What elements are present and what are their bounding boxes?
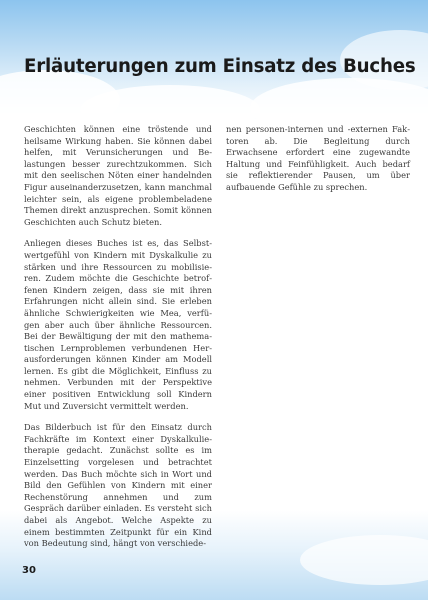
paragraph: Geschichten können eine tröstende und heilsame Wirkung haben. Sie können dabei helfen, mit Verunsicherungen und Belastungen besser zurechtzukommen. Sich mit den seelischen Nöten einer handelnden Figur auseinanderzusetzen, kann manchmal leichter sein, als eigene problembeladene Themen direkt anzusprechen. Somit können Geschichten auch Schutz bieten. [24, 124, 212, 227]
text-column-left [24, 124, 212, 560]
paragraph: nen personen-internen und -externen Faktoren ab. Die Begleitung durch Erwachsene erfordert eine zugewandte Haltung und Feinfühligkeit. Auch bedarf sie reflektierender Pausen, um über aufbauende Gefühle zu sprechen. [226, 124, 410, 192]
page-title: Erläuterungen zum Einsatz des Buches [24, 56, 416, 77]
paragraph: Anliegen dieses Buches ist es, das Selbstwertgefühl von Kindern mit Dyskalkulie zu stärken und ihre Ressourcen zu mobilisieren. Zudem möchte die Geschichte betroffenen Kindern zeigen, dass sie mit ihren Erfahrungen nicht allein sind. Sie erleben ähnliche Schwierigkeiten wie Mea, verfügen aber auch über ähnliche Ressourcen. Bei der Bewältigung der mit den mathematischen Lernproblemen verbundenen Herausforderungen können Kinder am Modell lernen. Es gibt die Möglichkeit, Einfluss zu nehmen. Verbunden mit der Perspektive einer positiven Entwicklung soll Kindern Mut und Zuversicht vermittelt werden. [24, 238, 212, 411]
cloud [300, 535, 428, 585]
paragraph: Das Bilderbuch ist für den Einsatz durch Fachkräfte im Kontext einer Dyskalkulietherapie gedacht. Zunächst sollte es im Einzelsetting vorgelesen und betrachtet werden. Das Buch möchte sich in Wort und Bild den Gefühlen von Kindern mit einer Rechenstörung annehmen und zum Gespräch darüber einladen. Es versteht sich dabei als Angebot. Welche Aspekte zu einem bestimmten Zeitpunkt für ein Kind von Bedeutung sind, hängt von verschiede- [24, 422, 212, 549]
page-number: 30 [22, 565, 36, 576]
text-column-right [226, 124, 410, 204]
